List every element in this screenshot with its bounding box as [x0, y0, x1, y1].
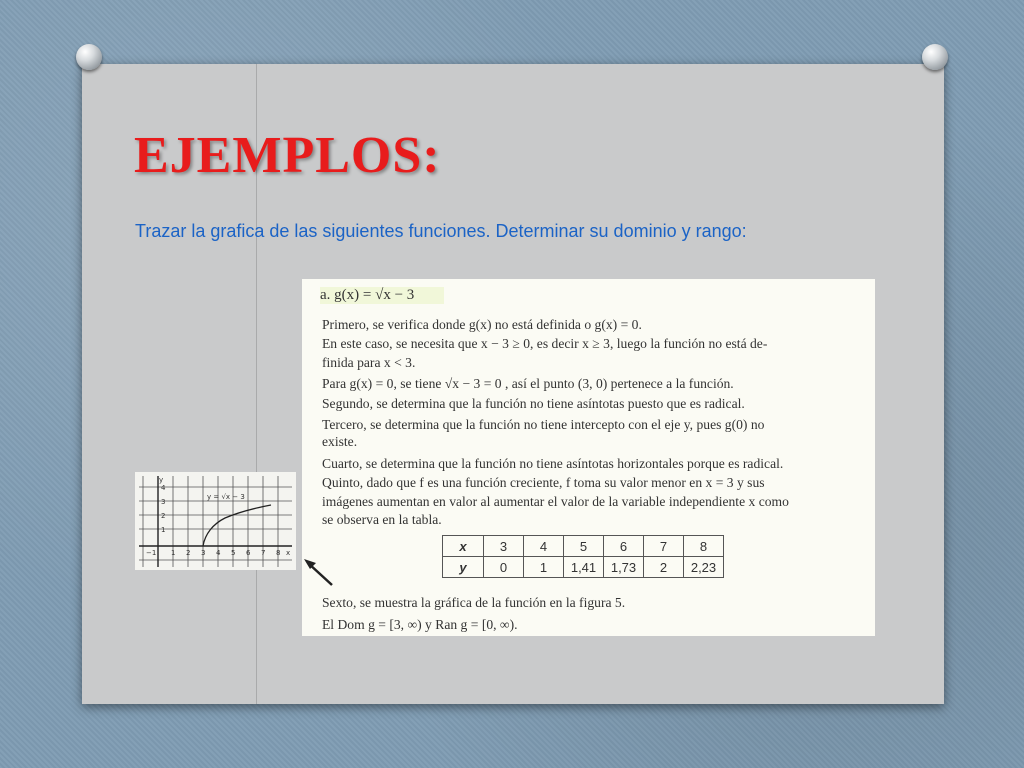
graph-x-tick: 7 [261, 549, 266, 557]
text-line: Tercero, se determina que la función no tiene intercepto con el eje y, pues g(0) no [322, 417, 765, 432]
table-row [443, 536, 724, 557]
text-line: Sexto, se muestra la gráfica de la función en la figura 5. [322, 595, 626, 610]
graph-y-tick: 4 [161, 484, 166, 492]
text-line: Cuarto, se determina que la función no tiene asíntotas horizontales porque es radical. [322, 456, 784, 471]
graph-curve-label: y = √x − 3 [207, 493, 245, 501]
table-cell: 6 [604, 536, 644, 557]
slide-subtitle: Trazar la grafica de las siguientes funciones. Determinar su dominio y rango: [135, 221, 747, 241]
table-row [443, 557, 724, 578]
pushpin-icon-right [922, 44, 948, 76]
table-cell: 1,41 [564, 557, 604, 578]
text-line: finida para x < 3. [322, 355, 416, 370]
text-line: Primero, se verifica donde g(x) no está definida o g(x) = 0. [322, 317, 642, 332]
function-graph-figure [135, 472, 296, 570]
text-line: En este caso, se necesita que x − 3 ≥ 0, es decir x ≥ 3, luego la función no está de- [322, 336, 768, 351]
graph-x-tick: 8 [276, 549, 281, 557]
graph-x-tick: −1 [146, 549, 157, 557]
table-cell: 2,23 [684, 557, 724, 578]
slide-title: EJEMPLOS: [134, 127, 441, 184]
graph-x-tick: 1 [171, 549, 176, 557]
values-table [442, 535, 724, 578]
graph-x-tick: 5 [231, 549, 236, 557]
text-line: imágenes aumentan en valor al aumentar el valor de la variable independiente x como [322, 494, 789, 509]
pointer-arrow-icon [302, 555, 342, 595]
text-line: existe. [322, 434, 358, 449]
table-row-label: x [443, 536, 484, 557]
textbook-excerpt-image [302, 279, 875, 636]
graph-y-tick: 2 [161, 512, 166, 520]
table-cell: 4 [524, 536, 564, 557]
table-cell: 8 [684, 536, 724, 557]
text-line: se observa en la tabla. [322, 512, 442, 527]
graph-x-tick: 4 [216, 549, 221, 557]
table-cell: 7 [644, 536, 684, 557]
graph-x-tick: 2 [186, 549, 191, 557]
pushpin-icon-left [76, 44, 102, 76]
table-cell: 1 [524, 557, 564, 578]
table-cell: 1,73 [604, 557, 644, 578]
graph-x-tick: 6 [246, 549, 251, 557]
table-cell: 0 [484, 557, 524, 578]
table-cell: 3 [484, 536, 524, 557]
graph-y-tick: 1 [161, 526, 166, 534]
graph-x-axis-label: x [286, 549, 291, 557]
graph-y-tick: 3 [161, 498, 166, 506]
text-line: Para g(x) = 0, se tiene √x − 3 = 0 , así el punto (3, 0) pertenece a la función. [322, 376, 734, 391]
table-row-label: y [443, 557, 484, 578]
table-cell: 2 [644, 557, 684, 578]
text-line: Quinto, dado que f es una función creciente, f toma su valor menor en x = 3 y sus [322, 475, 765, 490]
exercise-heading: a. g(x) = √x − 3 [320, 287, 444, 304]
table-cell: 5 [564, 536, 604, 557]
graph-y-axis-label: y [159, 476, 164, 484]
graph-x-tick: 3 [201, 549, 206, 557]
text-line: Segundo, se determina que la función no tiene asíntotas puesto que es radical. [322, 396, 745, 411]
text-line: El Dom g = [3, ∞) y Ran g = [0, ∞). [322, 617, 518, 632]
